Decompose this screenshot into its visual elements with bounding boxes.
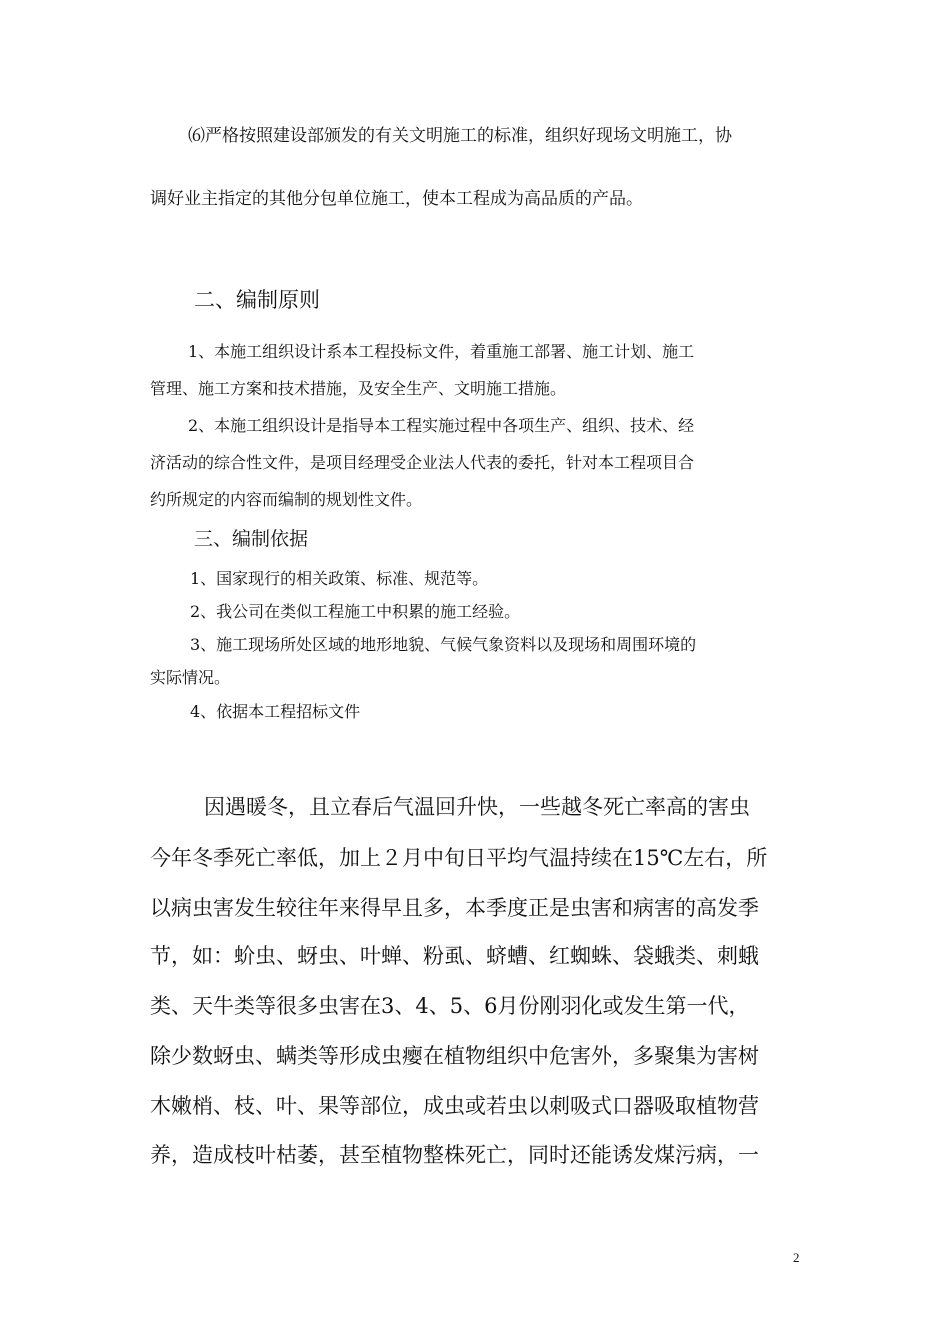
basis-item-3-line-1: 3、施工现场所处区域的地形地貌、气候气象资料以及现场和周围环境的 bbox=[190, 635, 697, 654]
pest-paragraph-line-5: 类、天牛类等很多虫害在3、4、5、6月份刚羽化或发生第一代， bbox=[150, 994, 750, 1018]
basis-item-1: 1、国家现行的相关政策、标准、规范等。 bbox=[190, 569, 489, 588]
pest-paragraph-line-3: 以病虫害发生较往年来得早且多，本季度正是虫害和病害的高发季 bbox=[150, 896, 759, 920]
section-heading-basis: 三、编制依据 bbox=[194, 528, 309, 550]
basis-item-4: 4、依据本工程招标文件 bbox=[190, 702, 361, 721]
section-heading-principles: 二、编制原则 bbox=[194, 288, 320, 312]
pest-paragraph-line-8: 养，造成枝叶枯萎，甚至植物整株死亡，同时还能诱发煤污病，一 bbox=[150, 1143, 759, 1167]
principle-2-line-3: 约所规定的内容而编制的规划性文件。 bbox=[150, 490, 423, 509]
basis-item-3-line-2: 实际情况。 bbox=[150, 668, 231, 687]
pest-paragraph-line-4: 节，如：蚧虫、蚜虫、叶蝉、粉虱、蛴螬、红蜘蛛、袋蛾类、刺蛾 bbox=[150, 944, 759, 968]
principle-2-line-1: 2、本施工组织设计是指导本工程实施过程中各项生产、组织、技术、经 bbox=[188, 416, 695, 435]
intro-line-1: ⑹严格按照建设部颁发的有关文明施工的标准，组织好现场文明施工，协 bbox=[188, 126, 732, 146]
pest-paragraph-line-6: 除少数蚜虫、螨类等形成虫瘿在植物组织中危害外，多聚集为害树 bbox=[150, 1044, 759, 1068]
pest-paragraph-line-7: 木嫩梢、枝、叶、果等部位，成虫或若虫以刺吸式口器吸取植物营 bbox=[150, 1094, 759, 1118]
pest-paragraph-line-2: 今年冬季死亡率低，加上２月中旬日平均气温持续在15℃左右，所 bbox=[150, 846, 768, 870]
intro-line-2: 调好业主指定的其他分包单位施工，使本工程成为高品质的产品。 bbox=[150, 189, 643, 209]
principle-1-line-1: 1、本施工组织设计系本工程投标文件，着重施工部署、施工计划、施工 bbox=[188, 342, 695, 361]
page-number: 2 bbox=[793, 1250, 800, 1265]
basis-item-2: 2、我公司在类似工程施工中积累的施工经验。 bbox=[190, 602, 521, 621]
principle-2-line-2: 济活动的综合性文件，是项目经理受企业法人代表的委托，针对本工程项目合 bbox=[150, 453, 695, 472]
principle-1-line-2: 管理、施工方案和技术措施，及安全生产、文明施工措施。 bbox=[150, 379, 567, 398]
pest-paragraph-line-1: 因遇暖冬，且立春后气温回升快，一些越冬死亡率高的害虫 bbox=[204, 795, 750, 819]
